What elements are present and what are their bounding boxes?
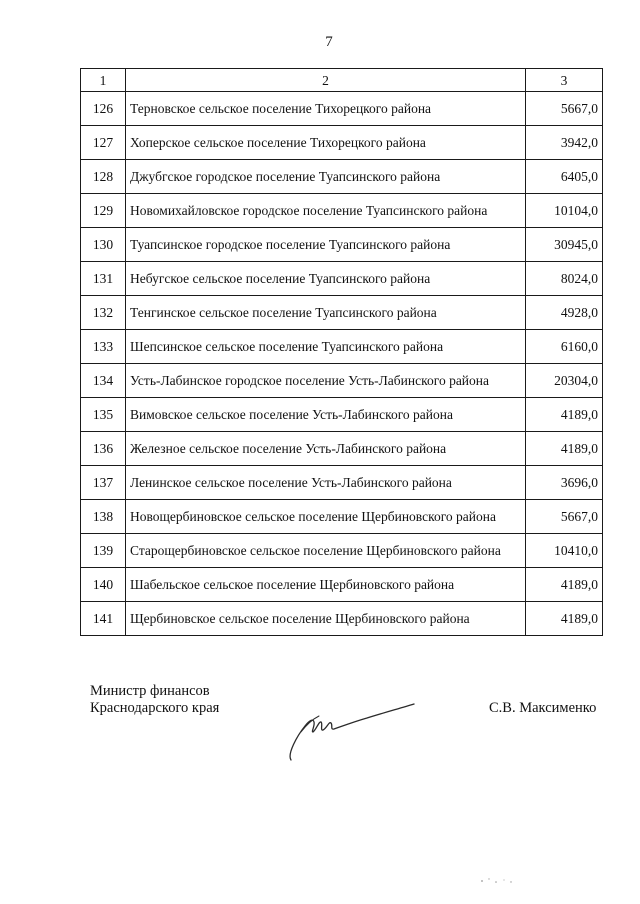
table-row bbox=[81, 228, 603, 262]
page-number: 7 bbox=[325, 34, 333, 50]
allocation-value: 10410,0 bbox=[526, 534, 603, 568]
settlement-name: Туапсинское городское поселение Туапсинского района bbox=[126, 228, 526, 262]
row-number: 140 bbox=[81, 568, 126, 602]
allocation-value: 4189,0 bbox=[526, 432, 603, 466]
table-row bbox=[81, 330, 603, 364]
settlement-name: Тенгинское сельское поселение Туапсинского района bbox=[126, 296, 526, 330]
settlement-name: Джубгское городское поселение Туапсинского района bbox=[126, 160, 526, 194]
table-row bbox=[81, 364, 603, 398]
allocation-value: 5667,0 bbox=[526, 500, 603, 534]
allocation-table bbox=[80, 68, 603, 636]
table-row bbox=[81, 92, 603, 126]
settlement-name: Новощербиновское сельское поселение Щербиновского района bbox=[126, 500, 526, 534]
row-number: 133 bbox=[81, 330, 126, 364]
row-number: 128 bbox=[81, 160, 126, 194]
table-row bbox=[81, 534, 603, 568]
allocation-value: 5667,0 bbox=[526, 92, 603, 126]
row-number: 132 bbox=[81, 296, 126, 330]
settlement-name: Ленинское сельское поселение Усть-Лабинского района bbox=[126, 466, 526, 500]
column-header-number: 1 bbox=[81, 69, 126, 92]
allocation-value: 10104,0 bbox=[526, 194, 603, 228]
allocation-value: 20304,0 bbox=[526, 364, 603, 398]
row-number: 136 bbox=[81, 432, 126, 466]
table-row bbox=[81, 398, 603, 432]
allocation-value: 4928,0 bbox=[526, 296, 603, 330]
allocation-value: 4189,0 bbox=[526, 568, 603, 602]
signer-position bbox=[90, 683, 219, 717]
row-number: 139 bbox=[81, 534, 126, 568]
signer-position-line2: Краснодарского края bbox=[90, 700, 220, 716]
column-header-name: 2 bbox=[126, 69, 526, 92]
settlement-name: Вимовское сельское поселение Усть-Лабинского района bbox=[126, 398, 526, 432]
signer-name: С.В. Максименко bbox=[489, 700, 597, 716]
settlement-name: Новомихайловское городское поселение Туапсинского района bbox=[126, 194, 526, 228]
settlement-name: Шепсинское сельское поселение Туапсинского района bbox=[126, 330, 526, 364]
table-header-row bbox=[81, 69, 603, 92]
settlement-name: Усть-Лабинское городское поселение Усть-Лабинского района bbox=[126, 364, 526, 398]
table-row bbox=[81, 160, 603, 194]
allocation-value: 6405,0 bbox=[526, 160, 603, 194]
allocation-value: 8024,0 bbox=[526, 262, 603, 296]
row-number: 127 bbox=[81, 126, 126, 160]
table-row bbox=[81, 466, 603, 500]
row-number: 134 bbox=[81, 364, 126, 398]
row-number: 137 bbox=[81, 466, 126, 500]
row-number: 135 bbox=[81, 398, 126, 432]
allocation-value: 3942,0 bbox=[526, 126, 603, 160]
settlement-name: Небугское сельское поселение Туапсинского района bbox=[126, 262, 526, 296]
row-number: 130 bbox=[81, 228, 126, 262]
allocation-value: 3696,0 bbox=[526, 466, 603, 500]
settlement-name: Щербиновское сельское поселение Щербиновского района bbox=[126, 602, 526, 636]
row-number: 126 bbox=[81, 92, 126, 126]
row-number: 138 bbox=[81, 500, 126, 534]
settlement-name: Терновское сельское поселение Тихорецкого района bbox=[126, 92, 526, 126]
column-header-value: 3 bbox=[526, 69, 603, 92]
table-row bbox=[81, 296, 603, 330]
settlement-name: Хоперское сельское поселение Тихорецкого района bbox=[126, 126, 526, 160]
handwritten-signature bbox=[283, 702, 418, 764]
table-row bbox=[81, 126, 603, 160]
table-row bbox=[81, 500, 603, 534]
table-row bbox=[81, 602, 603, 636]
allocation-value: 6160,0 bbox=[526, 330, 603, 364]
row-number: 141 bbox=[81, 602, 126, 636]
settlement-name: Старощербиновское сельское поселение Щербиновского района bbox=[126, 534, 526, 568]
allocation-value: 4189,0 bbox=[526, 602, 603, 636]
scan-artifact bbox=[478, 876, 518, 886]
signer-position-line1: Министр финансов bbox=[90, 683, 210, 699]
table-row bbox=[81, 262, 603, 296]
row-number: 131 bbox=[81, 262, 126, 296]
row-number: 129 bbox=[81, 194, 126, 228]
settlement-name: Железное сельское поселение Усть-Лабинского района bbox=[126, 432, 526, 466]
table-body bbox=[81, 69, 603, 636]
table-row bbox=[81, 194, 603, 228]
table-row bbox=[81, 568, 603, 602]
allocation-value: 4189,0 bbox=[526, 398, 603, 432]
table-row bbox=[81, 432, 603, 466]
allocation-value: 30945,0 bbox=[526, 228, 603, 262]
settlement-name: Шабельское сельское поселение Щербиновского района bbox=[126, 568, 526, 602]
